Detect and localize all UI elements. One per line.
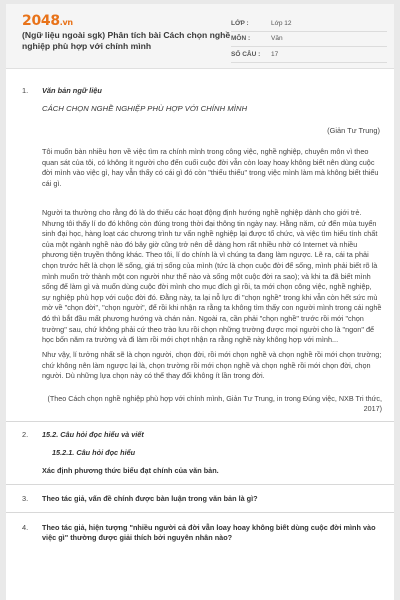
document-title: (Ngữ liệu ngoài sgk) Phân tích bài Cách chọn nghề nghiệp phù hợp với chính mình xyxy=(22,30,231,51)
meta-row-question-count xyxy=(231,47,387,63)
text-title: CÁCH CHỌN NGHỀ NGHIỆP PHÙ HỢP VỚI CHÍNH MÌNH xyxy=(42,104,248,113)
meta-value: 17 xyxy=(271,50,279,58)
logo-suffix: .vn xyxy=(59,18,73,27)
text-source: (Theo Cách chọn nghề nghiệp phù hợp với chính mình, Giản Tư Trung, in trong Đúng việc, NXB Tri thức, 2017) xyxy=(47,394,382,413)
section-title: 15.2. Câu hỏi đọc hiểu và viết xyxy=(42,430,144,439)
paragraph: Tôi muốn bàn nhiều hơn về việc tìm ra chính mình trong công việc, nghề nghiệp, chuyên môn vì theo quan sát của tôi, có không ít người cho đến cuối cuộc đời vẫn còn loay hoay không biết nên dùng cuộc đời mình vào việc gì, hay vẫn thấy có cái gì đó còn "thiếu thiếu" trong việc mình làm mà không biết thiếu cái gì. xyxy=(42,147,379,188)
site-logo[interactable] xyxy=(22,13,73,29)
divider xyxy=(6,484,394,485)
meta-label: LỚP : xyxy=(231,19,249,27)
divider xyxy=(6,512,394,513)
meta-label: MÔN : xyxy=(231,35,251,43)
meta-value: Lớp 12 xyxy=(271,19,292,27)
question-text: Theo tác giả, hiện tượng "nhiều người cả đời vẫn loay hoay không biết dùng cuộc đời mình vào việc gì" thường được giải thích bởi nguyên nhân nào? xyxy=(42,523,376,543)
meta-row-subject xyxy=(231,32,387,48)
subsection-title: 15.2.1. Câu hỏi đọc hiểu xyxy=(52,448,136,457)
meta-table xyxy=(231,16,387,63)
document-page xyxy=(6,4,394,600)
paragraph: Như vậy, lí tưởng nhất sẽ là chọn người, chọn đời, rồi mới chọn nghề và chọn nghề rồi mới chọn trường; chứ không nên làm ngược lại là, chọn trường rồi mới chọn nghề và chọn nghề rồi mới chọn đời, chọn người. Dù những lựa chọn này có thể thay đổi không ít lần trong đời. xyxy=(42,350,382,381)
document-header xyxy=(6,4,394,69)
paragraph: Người ta thường cho rằng đó là do thiếu các hoạt động định hướng nghề nghiệp dành cho giới trẻ. Nhưng tôi thấy lí do đó không còn đúng trong thời đại thông tin ngày nay. Hằng năm, cứ đến mùa tuyển sinh đại học, hàng loạt các chương trình tư vấn nghề nghiệp lại được tổ chức, và việc tìm hiểu tính chất của một ngành nghề nào đó bây giờ cũng trở nên dễ dàng hơn rất nhiều nhờ có Internet và nhiều phương tiện truyền thông khác. Theo tôi, lí do chính là vì chúng ta đang làm ngược. Lẽ ra, cái ta phải chọn trước hết là chọn lẽ sống, giá trị sống của mình (tức là chọn cuộc đời để sống, mình phải biết rõ là mình muốn trở thành một con người như thế nào và sống một cuộc đời ra sao); và khi ta đã biết mình sống để làm gì và muốn dùng cuộc đời mình cho mục đích gì rồi, ta mới chọn công việc, nghề nghiệp, sự nghiệp phù hợp với cuộc đời đó. Đằng này, ta lại nỗ lực đi "chọn nghề" trong khi vẫn còn hết sức mù mờ về "chọn đời", "chọn người", để rồi khi nhận ra rằng ta không tìm thấy con người mình trong cái nghề đó thì bắt đầu mất phương hướng và chán nản. Ngoài ra, cần phải "chọn nghề" trước rồi mới "chọn trường" sau, chứ không phải cứ theo trào lưu rồi chọn những trường được mọi người cho là "ngon" để học bốn năm ra trường và đi làm rồi mới chợt nhận ra rằng nghề này không hợp với mình... xyxy=(42,208,382,345)
text-author: (Giản Tư Trung) xyxy=(327,126,380,135)
meta-label: SỐ CÂU : xyxy=(231,50,261,58)
question-text: Theo tác giả, vấn đề chính được bàn luận trong văn bản là gì? xyxy=(42,494,258,503)
question-text: Xác định phương thức biểu đạt chính của văn bản. xyxy=(42,466,219,475)
logo-main: 2048 xyxy=(22,13,60,29)
section-number: 1. xyxy=(22,86,29,95)
divider xyxy=(6,421,394,422)
section-number: 2. xyxy=(22,430,29,439)
section-number: 4. xyxy=(22,523,29,532)
section-title: Văn bản ngữ liệu xyxy=(42,86,102,95)
meta-value: Văn xyxy=(271,35,283,43)
section-number: 3. xyxy=(22,494,29,503)
meta-row-class xyxy=(231,16,387,32)
